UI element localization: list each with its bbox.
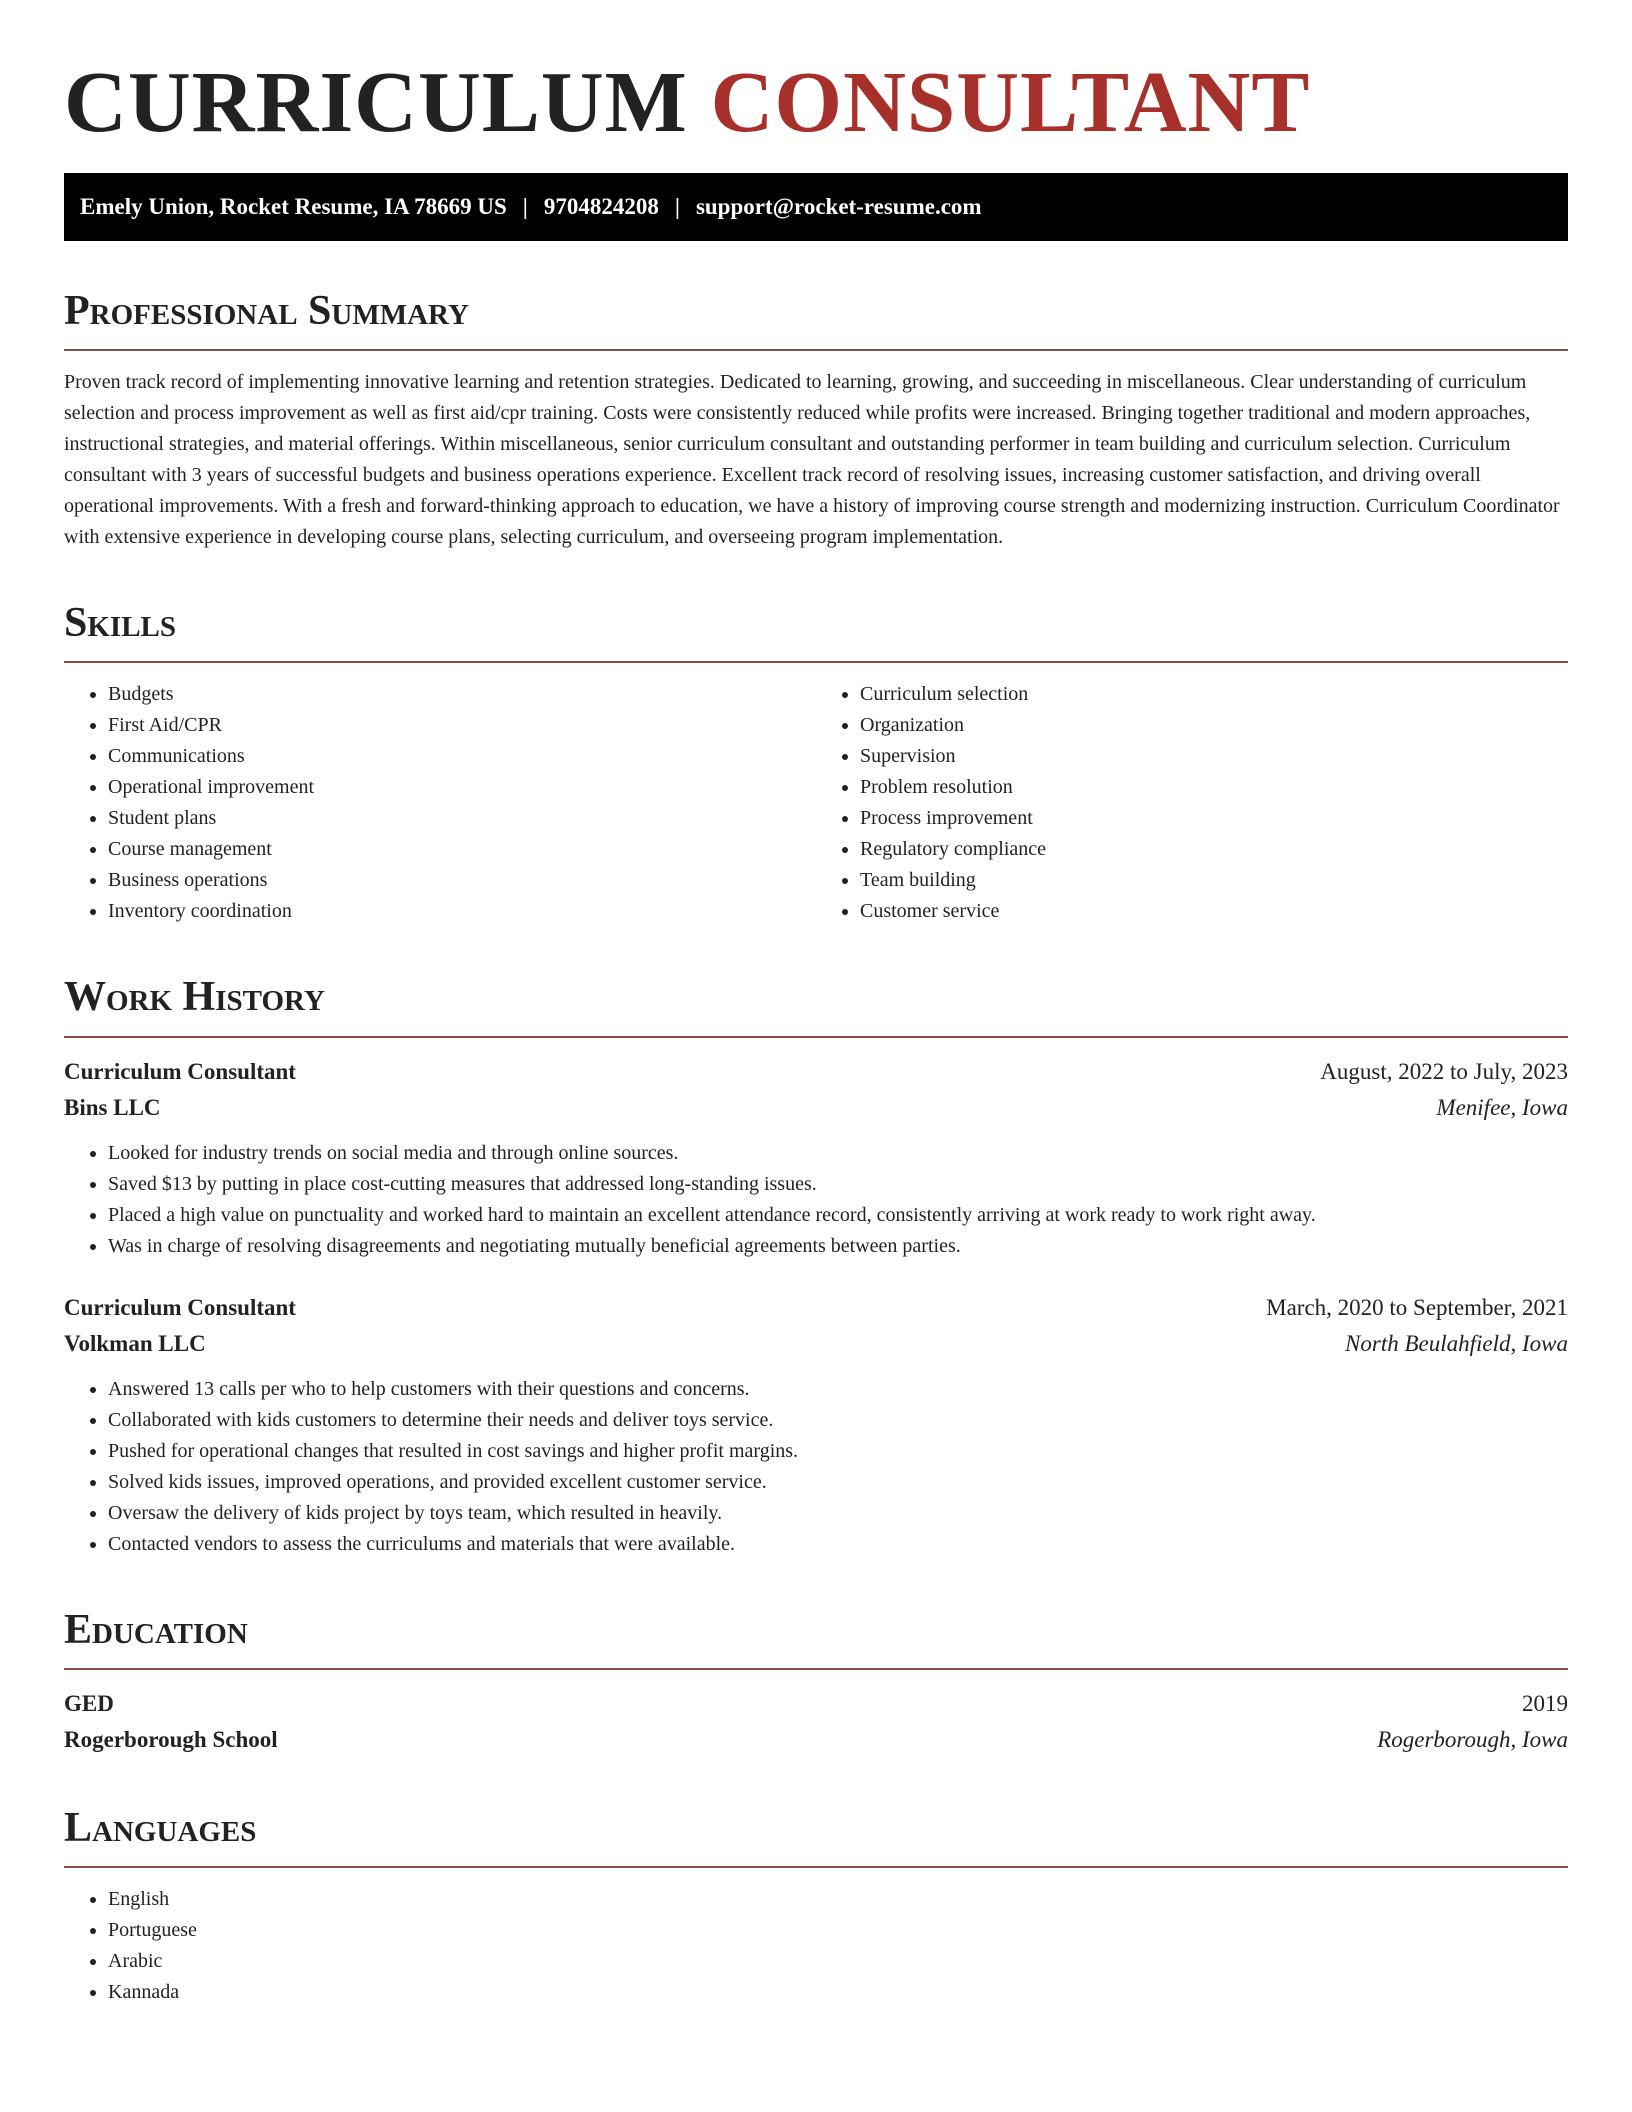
language-item: • Portuguese <box>108 1915 1568 1946</box>
contact-separator: | <box>674 193 680 219</box>
job-title: Curriculum Consultant <box>64 1058 296 1084</box>
job-bullet: • Placed a high value on punctuality and worked hard to maintain an excellent attendance record, consistently arriving at work ready to work right away. <box>108 1200 1568 1231</box>
language-item: • Arabic <box>108 1946 1568 1977</box>
job-subheader <box>64 1090 1568 1126</box>
job-header <box>64 1054 1568 1090</box>
job-location: Menifee, Iowa <box>1436 1094 1568 1120</box>
job-bullet: • Looked for industry trends on social media and through online sources. <box>108 1138 1568 1169</box>
skill-item: • Student plans <box>108 803 816 834</box>
job-bullets <box>64 1138 1568 1262</box>
skill-item: • Budgets <box>108 679 816 710</box>
skills-heading: Skills <box>64 599 177 646</box>
education-school: Rogerborough School <box>64 1726 278 1752</box>
work-history-heading: Work History <box>64 974 325 1021</box>
job-bullet: • Answered 13 calls per who to help customers with their questions and concerns. <box>108 1374 1568 1405</box>
skill-item: • Course management <box>108 834 816 865</box>
skill-item: • Customer service <box>860 896 1568 927</box>
section-divider <box>64 1036 1568 1038</box>
title-part1: CURRICULUM <box>64 53 688 150</box>
education-degree: GED <box>64 1690 114 1716</box>
language-item: • Kannada <box>108 1977 1568 2008</box>
skill-item: • Curriculum selection <box>860 679 1568 710</box>
skill-item: • Organization <box>860 710 1568 741</box>
title-part2: CONSULTANT <box>710 53 1311 150</box>
job-bullet: • Oversaw the delivery of kids project by toys team, which resulted in heavily. <box>108 1498 1568 1529</box>
education-heading: Education <box>64 1606 248 1653</box>
skill-item: • Operational improvement <box>108 772 816 803</box>
job-subheader <box>64 1326 1568 1362</box>
languages-heading: Languages <box>64 1804 257 1851</box>
job-bullet: • Contacted vendors to assess the curriculums and materials that were available. <box>108 1529 1568 1560</box>
languages-list <box>64 1884 1568 2008</box>
language-item: • English <box>108 1884 1568 1915</box>
job-entry <box>64 1290 1568 1560</box>
skills-list-left <box>64 679 816 927</box>
job-title: Curriculum Consultant <box>64 1294 296 1320</box>
contact-email: support@rocket-resume.com <box>695 193 982 219</box>
skills-list-right <box>816 679 1568 927</box>
job-dates: August, 2022 to July, 2023 <box>1320 1058 1568 1084</box>
education-location: Rogerborough, Iowa <box>1377 1726 1568 1752</box>
job-bullet: • Solved kids issues, improved operations, and provided excellent customer service. <box>108 1467 1568 1498</box>
skill-item: • Problem resolution <box>860 772 1568 803</box>
skill-item: • Communications <box>108 741 816 772</box>
skill-item: • Team building <box>860 865 1568 896</box>
skill-item: • Process improvement <box>860 803 1568 834</box>
contact-separator: | <box>522 193 528 219</box>
job-bullet: • Saved $13 by putting in place cost-cutting measures that addressed long-standing issues. <box>108 1169 1568 1200</box>
contact-address: Emely Union, Rocket Resume, IA 78669 US <box>80 193 507 219</box>
education-header <box>64 1686 1568 1722</box>
job-bullet: • Was in charge of resolving disagreements and negotiating mutually beneficial agreements between parties. <box>108 1231 1568 1262</box>
skill-item: • First Aid/CPR <box>108 710 816 741</box>
skill-item: • Regulatory compliance <box>860 834 1568 865</box>
section-divider <box>64 661 1568 663</box>
contact-bar <box>64 173 1568 241</box>
job-entry <box>64 1054 1568 1262</box>
job-bullets <box>64 1374 1568 1560</box>
education-year: 2019 <box>1522 1690 1568 1716</box>
skill-item: • Supervision <box>860 741 1568 772</box>
job-location: North Beulahfield, Iowa <box>1345 1330 1568 1356</box>
skills-columns <box>64 679 1568 927</box>
summary-text: Proven track record of implementing innovative learning and retention strategies. Dedicated to learning, growing, and succeeding in miscellaneous. Clear understanding of curriculum selection and process improvement as well as first aid/cpr training. Costs were consistently reduced while profits were increased. Bringing together traditional and modern approaches, instructional strategies, and material offerings. Within miscellaneous, senior curriculum consultant and outstanding performer in team building and curriculum selection. Curriculum consultant with 3 years of successful budgets and business operations experience. Excellent track record of resolving issues, increasing customer satisfaction, and driving overall operational improvements. With a fresh and forward-thinking approach to education, we have a history of improving course strength and modernizing instruction. Curriculum Coordinator with extensive experience in developing course plans, selecting curriculum, and overseeing program implementation. <box>64 370 1560 548</box>
education-subheader <box>64 1722 1568 1758</box>
job-bullet: • Collaborated with kids customers to determine their needs and deliver toys service. <box>108 1405 1568 1436</box>
section-divider <box>64 1668 1568 1670</box>
job-dates: March, 2020 to September, 2021 <box>1266 1294 1568 1320</box>
contact-phone: 9704824208 <box>543 193 659 219</box>
job-company: Bins LLC <box>64 1094 161 1120</box>
section-divider <box>64 1866 1568 1868</box>
section-divider <box>64 349 1568 351</box>
job-header <box>64 1290 1568 1326</box>
job-bullet: • Pushed for operational changes that resulted in cost savings and higher profit margins. <box>108 1436 1568 1467</box>
job-company: Volkman LLC <box>64 1330 206 1356</box>
summary-heading: Professional Summary <box>64 287 469 334</box>
skill-item: • Inventory coordination <box>108 896 816 927</box>
resume-title <box>64 0 1568 150</box>
skill-item: • Business operations <box>108 865 816 896</box>
